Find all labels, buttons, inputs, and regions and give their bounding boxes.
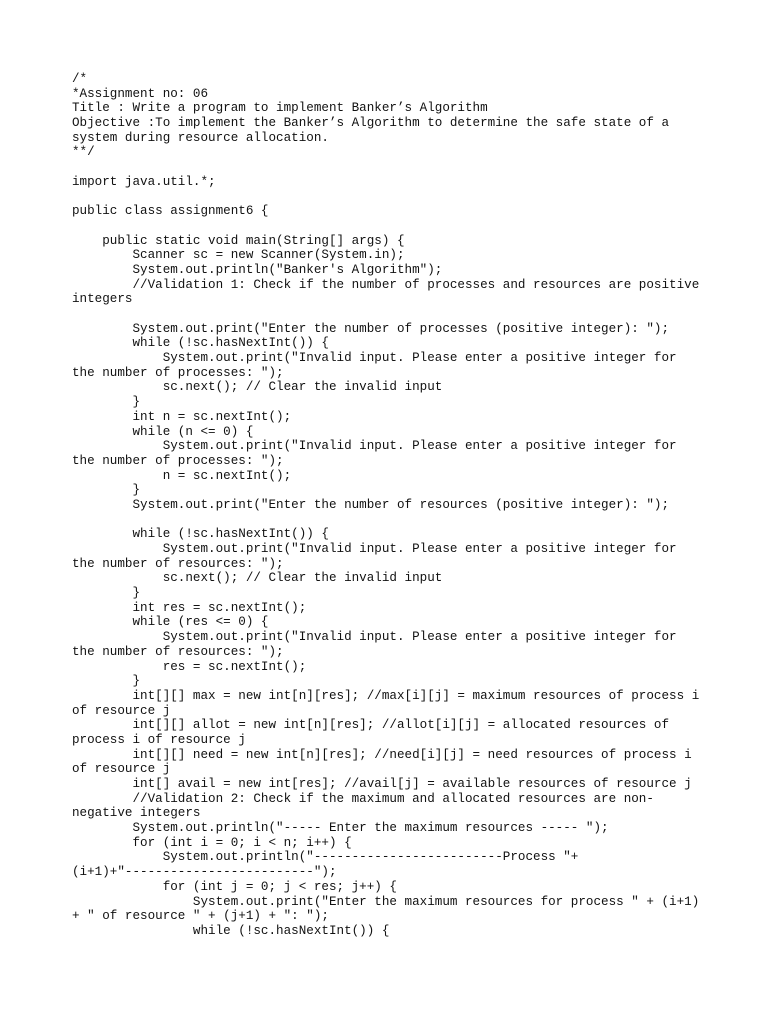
code-line xyxy=(72,190,732,205)
code-line: System.out.print("Invalid input. Please enter a positive integer for xyxy=(72,439,677,454)
code-line: while (!sc.hasNextInt()) { xyxy=(72,336,329,351)
code-line: integers xyxy=(72,292,133,307)
code-line: + " of resource " + (j+1) + ": "); xyxy=(72,909,329,924)
code-line: while (!sc.hasNextInt()) { xyxy=(72,923,390,938)
code-line: sc.next(); // Clear the invalid input xyxy=(72,380,443,395)
code-line: System.out.print("Invalid input. Please enter a positive integer for xyxy=(72,351,677,366)
code-line: system during resource allocation. xyxy=(72,130,329,145)
code-line: } xyxy=(72,586,141,601)
code-line: **/ xyxy=(72,145,95,160)
code-line: System.out.print("Invalid input. Please enter a positive integer for xyxy=(72,630,677,645)
code-line: System.out.print("Enter the number of processes (positive integer): "); xyxy=(72,321,670,336)
code-line: res = sc.nextInt(); xyxy=(72,659,307,674)
code-line: System.out.println("Banker's Algorithm"); xyxy=(72,262,443,277)
code-line: System.out.println("-------------------------Process "+ xyxy=(72,850,579,865)
code-line: for (int i = 0; i < n; i++) { xyxy=(72,835,352,850)
code-line: int[][] max = new int[n][res]; //max[i][j] = maximum resources of process i xyxy=(72,688,700,703)
code-line: while (n <= 0) { xyxy=(72,424,254,439)
code-line xyxy=(72,219,732,234)
code-line: System.out.print("Invalid input. Please enter a positive integer for xyxy=(72,542,677,556)
code-line: } xyxy=(72,483,141,498)
code-line: System.out.println("----- Enter the maximum resources ----- "); xyxy=(72,821,609,836)
code-line: n = sc.nextInt(); xyxy=(72,468,292,483)
code-line: public static void main(String[] args) { xyxy=(72,233,405,248)
code-line: for (int j = 0; j < res; j++) { xyxy=(72,879,397,894)
code-document xyxy=(72,72,732,939)
code-line: /* xyxy=(72,72,88,86)
code-line: of resource j xyxy=(72,762,171,777)
code-line: while (!sc.hasNextInt()) { xyxy=(72,527,329,542)
code-line: int[][] allot = new int[n][res]; //allot[i][j] = allocated resources of xyxy=(72,718,670,733)
code-line: System.out.print("Enter the maximum resources for process " + (i+1) xyxy=(72,894,700,909)
code-line: process i of resource j xyxy=(72,732,246,747)
code-line: public class assignment6 { xyxy=(72,204,269,219)
code-line: } xyxy=(72,674,141,689)
code-line: while (res <= 0) { xyxy=(72,615,269,630)
code-line: *Assignment no: 06 xyxy=(72,86,209,101)
code-line: the number of resources: "); xyxy=(72,556,284,571)
code-line xyxy=(72,160,732,175)
code-line: (i+1)+"-------------------------"); xyxy=(72,865,337,880)
code-line: of resource j xyxy=(72,703,171,718)
code-line: the number of processes: "); xyxy=(72,365,284,380)
code-line: int[] avail = new int[res]; //avail[j] = available resources of resource j xyxy=(72,777,692,791)
code-line xyxy=(72,513,732,528)
code-line: System.out.print("Enter the number of resources (positive integer): "); xyxy=(72,497,670,512)
code-line: //Validation 1: Check if the number of processes and resources are positive xyxy=(72,277,700,292)
code-line: the number of processes: "); xyxy=(72,453,284,468)
code-line: Objective :To implement the Banker’s Algorithm to determine the safe state of a xyxy=(72,116,670,131)
code-line: the number of resources: "); xyxy=(72,644,284,659)
code-line xyxy=(72,307,732,322)
code-line: int[][] need = new int[n][res]; //need[i][j] = need resources of process i xyxy=(72,747,692,762)
code-line: } xyxy=(72,395,141,410)
code-line: Title : Write a program to implement Banker’s Algorithm xyxy=(72,101,488,116)
code-line: import java.util.*; xyxy=(72,174,216,189)
code-line: sc.next(); // Clear the invalid input xyxy=(72,571,443,586)
code-line: //Validation 2: Check if the maximum and allocated resources are non- xyxy=(72,791,654,806)
code-line: int res = sc.nextInt(); xyxy=(72,600,307,615)
code-line: Scanner sc = new Scanner(System.in); xyxy=(72,248,405,263)
code-line: int n = sc.nextInt(); xyxy=(72,409,292,424)
code-line: negative integers xyxy=(72,806,201,821)
